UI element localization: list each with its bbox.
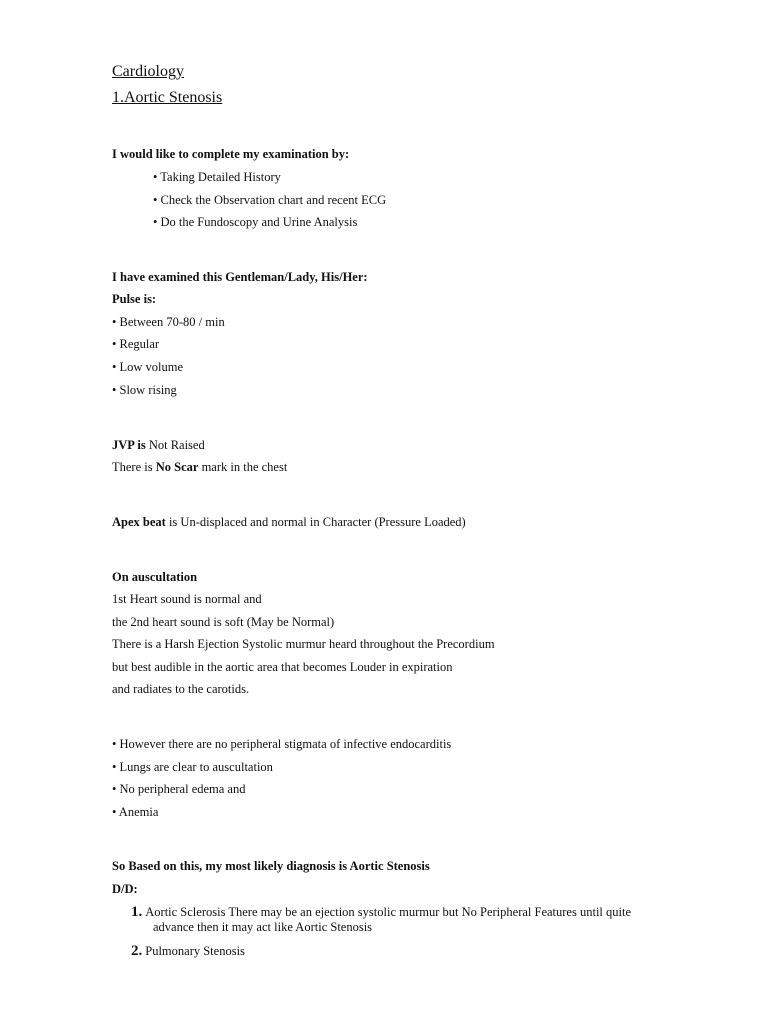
dd-number: 1. [131,904,143,920]
jvp-text: Not Raised [145,438,205,452]
auscultation-line: There is a Harsh Ejection Systolic murmur heard throughout the Precordium [112,637,495,651]
dd-text: Aortic Sclerosis There may be an ejection systolic murmur but No Peripheral Features until quite [145,905,632,919]
dd-item [131,905,631,920]
auscultation-line: 1st Heart sound is normal and [112,592,262,606]
auscultation-line: and radiates to the carotids. [112,682,250,696]
apex-line [112,515,466,530]
dd-heading: D/D: [112,882,138,896]
dd-item [131,944,245,959]
finding-item: • However there are no peripheral stigmata of infective endocarditis [112,737,452,751]
dd-item-continuation: advance then it may act like Aortic Stenosis [153,920,373,934]
pulse-item: • Low volume [112,360,184,374]
finding-item: • Lungs are clear to auscultation [112,760,273,774]
scar-label: No Scar [155,460,199,474]
auscultation-line: the 2nd heart sound is soft (May be Normal) [112,615,335,629]
complete-item: • Do the Fundoscopy and Urine Analysis [153,215,358,229]
pulse-item: • Regular [112,337,160,351]
finding-item: • Anemia [112,805,159,819]
scar-pre: There is [112,460,156,474]
dd-number: 2. [131,943,143,959]
finding-item: • No peripheral edema and [112,782,246,796]
scar-line [112,460,287,475]
auscultation-line: but best audible in the aortic area that becomes Louder in expiration [112,660,453,674]
pulse-item: • Slow rising [112,383,177,397]
jvp-label: JVP is [112,438,146,452]
examined-heading: I have examined this Gentleman/Lady, His/Her: [112,270,368,284]
complete-item: • Check the Observation chart and recent ECG [153,193,387,207]
apex-text: is Un-displaced and normal in Character (Pressure Loaded) [165,515,466,529]
diagnosis-line: So Based on this, my most likely diagnosis is Aortic Stenosis [112,859,430,873]
page-title: Cardiology [112,63,184,80]
complete-item: • Taking Detailed History [153,170,281,184]
section-title: 1.Aortic Stenosis [112,89,223,106]
jvp-line [112,438,205,453]
scar-post: mark in the chest [198,460,288,474]
complete-heading: I would like to complete my examination by: [112,147,350,161]
dd-text: Pulmonary Stenosis [145,944,245,958]
pulse-heading: Pulse is: [112,292,157,306]
apex-label: Apex beat [112,515,166,529]
auscultation-heading: On auscultation [112,570,198,584]
pulse-item: • Between 70-80 / min [112,315,225,329]
